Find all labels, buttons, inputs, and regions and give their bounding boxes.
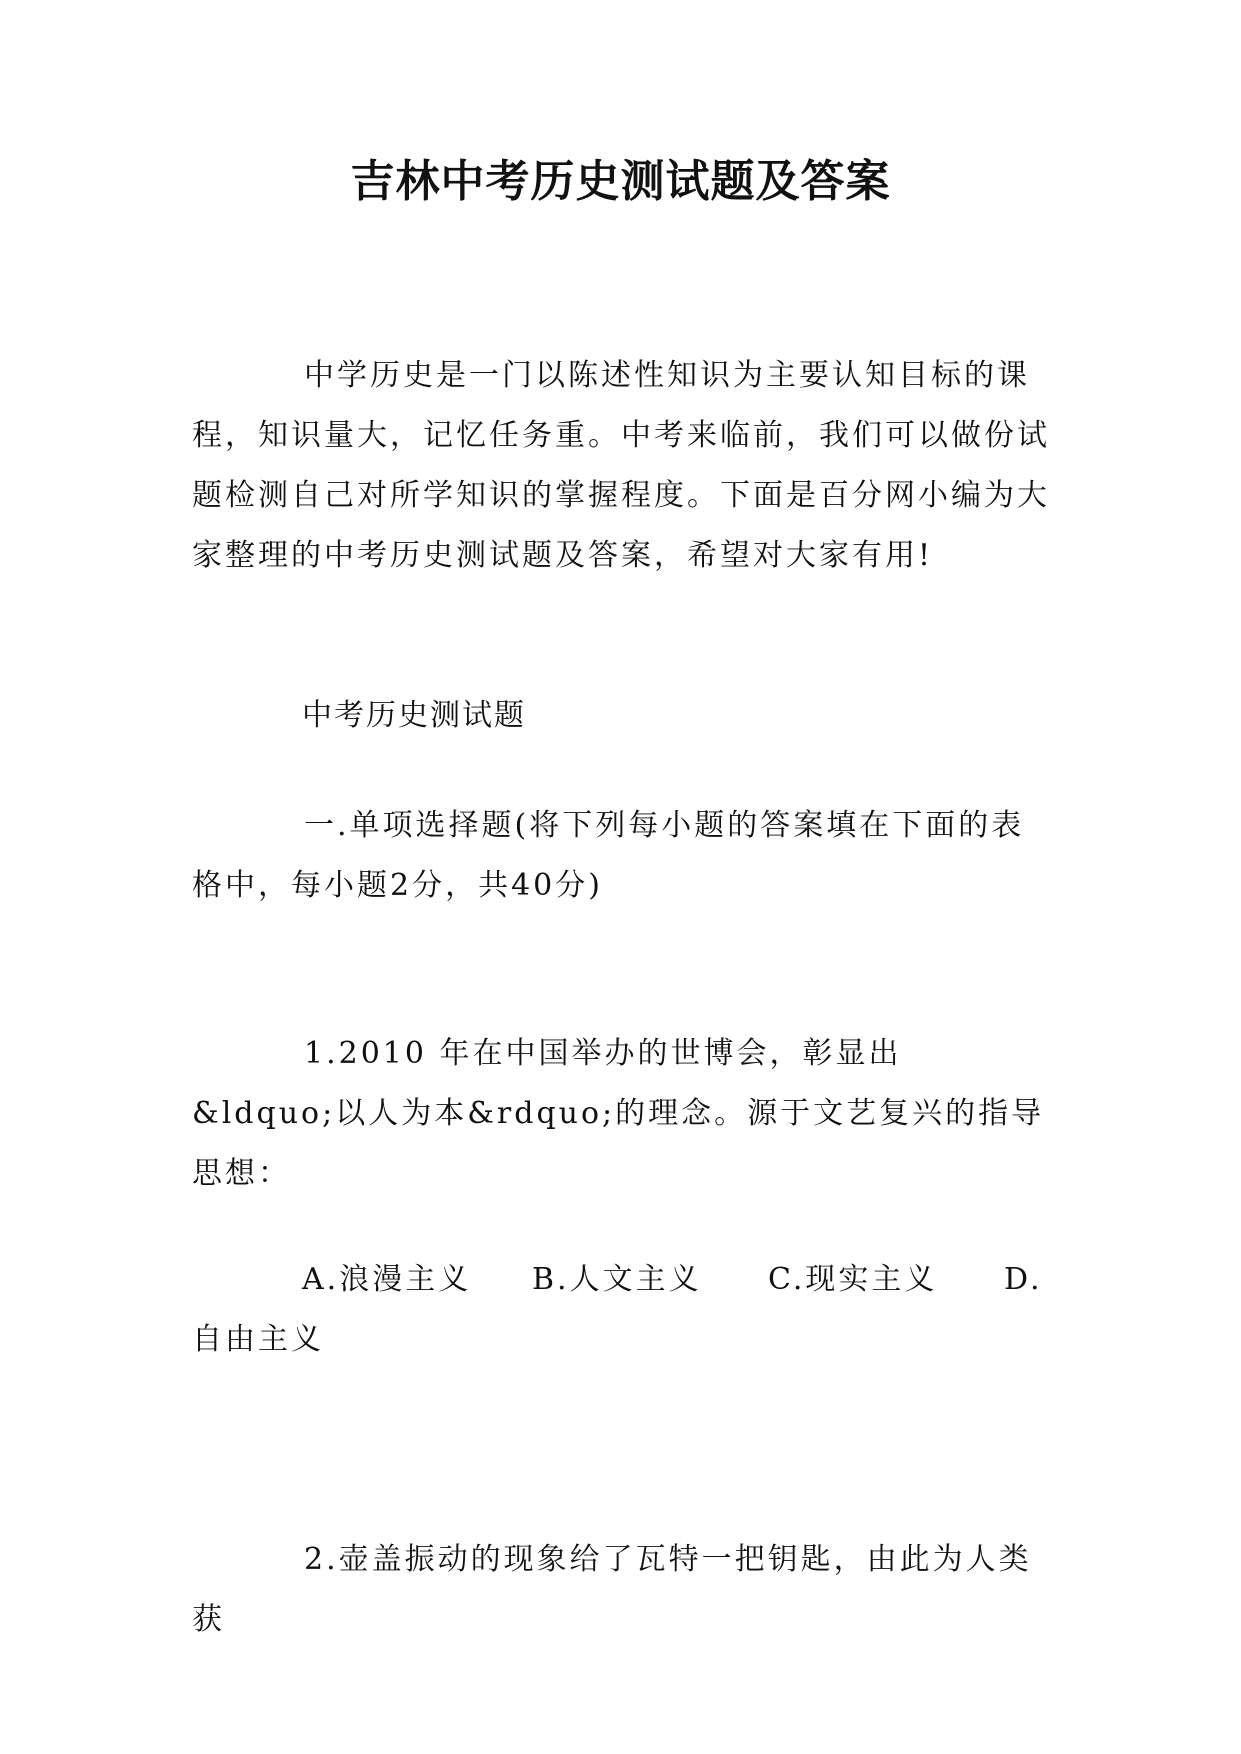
question-2-stem: 2.壶盖振动的现象给了瓦特一把钥匙，由此为人类获 xyxy=(192,1542,1032,1637)
question-1-stem: 1.2010 年在中国举办的世博会，彰显出 &ldquo;以人为本&rdquo;的理念。源于文艺复兴的指导思想： xyxy=(192,1036,1045,1191)
option-d-text: 自由主义 xyxy=(192,1322,324,1357)
option-d-part: D. xyxy=(1004,1262,1043,1297)
question-1-options-wrap xyxy=(192,1310,1054,1370)
option-c: C.现实主义 xyxy=(768,1262,938,1297)
intro-paragraph: 中学历史是一门以陈述性知识为主要认知目标的课程，知识量大，记忆任务重。中考来临前，我们可以做份试题检测自己对所学知识的掌握程度。下面是百分网小编为大家整理的中考历史测试题及答案，希望对大家有用! xyxy=(192,358,1050,573)
option-b: B.人文主义 xyxy=(532,1262,702,1297)
part-one-instructions: 一.单项选择题(将下列每小题的答案填在下面的表格中，每小题2分，共40分) xyxy=(192,808,1025,903)
section-heading: 中考历史测试题 xyxy=(302,698,526,733)
document-title: 吉林中考历史测试题及答案 xyxy=(350,156,891,207)
option-a: A.浪漫主义 xyxy=(302,1262,472,1297)
question-1-options xyxy=(192,1250,1054,1310)
